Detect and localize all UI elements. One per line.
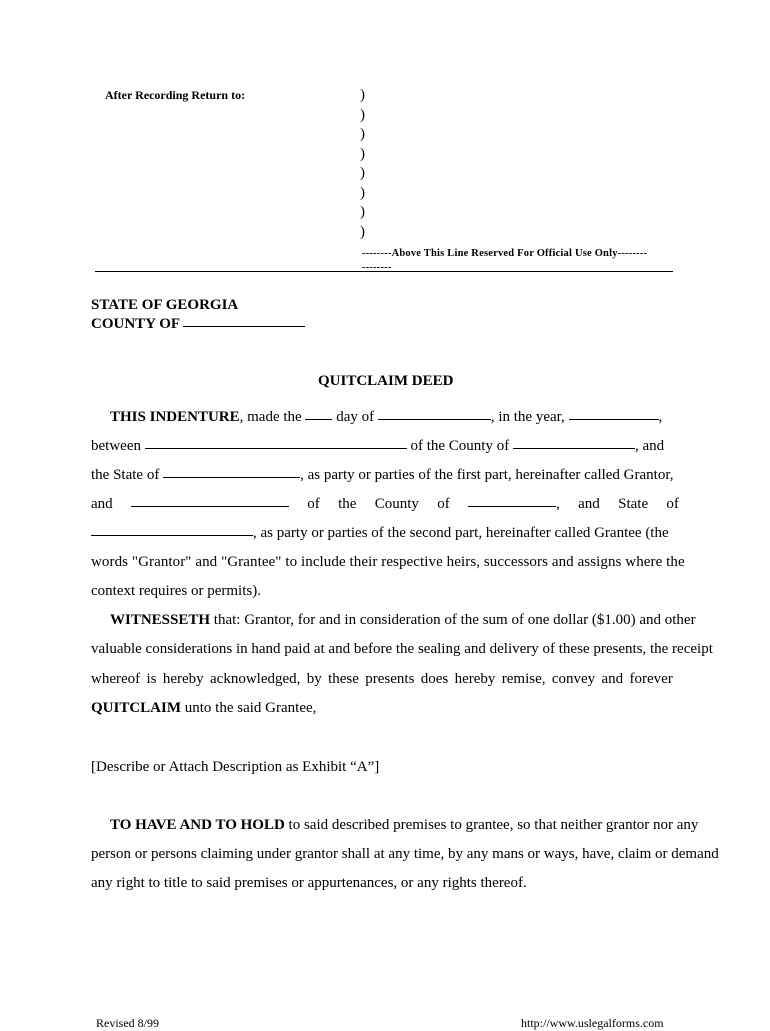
indenture-text: , as party or parties of the first part, hereinafter called Grantor, — [300, 467, 674, 483]
paren-mark: ) — [360, 87, 365, 103]
year-blank[interactable] — [569, 418, 659, 420]
indenture-line-2 — [91, 437, 664, 455]
indenture-line-5 — [91, 524, 669, 542]
revision-note: Revised 8/99 — [96, 1016, 159, 1030]
indenture-text: , — [556, 496, 560, 512]
habendum-line-1 — [110, 816, 698, 834]
witnesseth-text: that: Grantor, for and in consideration of the sum of one dollar ($1.00) and other — [210, 612, 696, 628]
indenture-text: between — [91, 438, 141, 454]
indenture-text: the State of — [91, 467, 160, 483]
witnesseth-line-1 — [110, 611, 696, 629]
indenture-text: County — [374, 496, 419, 512]
indenture-text: and — [578, 496, 600, 512]
indenture-text: of — [666, 496, 679, 512]
grantor-name-blank[interactable] — [145, 447, 407, 449]
paren-mark: ) — [360, 126, 365, 142]
quitclaim-word: QUITCLAIM — [91, 700, 182, 716]
witnesseth-line-3: whereof is hereby acknowledged, by these presents does hereby remise, convey and forever — [91, 671, 673, 687]
habendum-text: to said described premises to grantee, so that neither grantor nor any — [284, 817, 699, 833]
indenture-line-4 — [91, 495, 679, 513]
day-blank[interactable] — [305, 418, 332, 420]
indenture-text: of — [307, 496, 320, 512]
indenture-text: , in the year, — [490, 409, 565, 425]
indenture-text: of — [437, 496, 450, 512]
witnesseth-line-4 — [91, 699, 316, 717]
indenture-lead: THIS INDENTURE — [110, 409, 240, 425]
indenture-text: , as party or parties of the second part, hereinafter called Grantee (the — [253, 525, 669, 541]
indenture-text: and — [91, 496, 113, 512]
recording-paren-column — [360, 86, 365, 242]
habendum-line-2: person or persons claiming under grantor shall at any time, by any mans or ways, have, claim or demand — [91, 846, 719, 862]
source-url[interactable]: http://www.uslegalforms.com — [521, 1016, 664, 1030]
witnesseth-lead: WITNESSETH — [110, 612, 211, 628]
grantee-county-blank[interactable] — [468, 505, 556, 507]
grantee-state-blank[interactable] — [91, 534, 253, 536]
indenture-text: State — [618, 496, 649, 512]
grantor-county-blank[interactable] — [513, 447, 635, 449]
exhibit-instruction: [Describe or Attach Description as Exhibit “A”] — [91, 759, 380, 775]
paren-mark: ) — [360, 184, 365, 201]
indenture-text: the — [338, 496, 357, 512]
indenture-line-1 — [110, 408, 662, 426]
indenture-text: , — [658, 409, 663, 425]
state-heading: STATE OF GEORGIA — [91, 297, 239, 313]
indenture-text: of the County of — [410, 438, 510, 454]
county-blank[interactable] — [183, 325, 305, 327]
official-use-divider — [95, 271, 673, 272]
indenture-text: , and — [634, 438, 665, 454]
return-to-label: After Recording Return to: — [105, 88, 246, 102]
witnesseth-text: unto the said Grantee, — [181, 700, 317, 716]
paren-mark: ) — [360, 165, 365, 181]
paren-mark: ) — [360, 204, 365, 220]
habendum-line-3: any right to title to said premises or appurtenances, or any rights thereof. — [91, 875, 527, 891]
witnesseth-line-2: valuable considerations in hand paid at and before the sealing and delivery of these presents, the receipt — [91, 641, 713, 657]
reserved-notice: --------Above This Line Reserved For Official Use Only-------- — [362, 248, 648, 259]
paren-mark: ) — [360, 223, 365, 240]
indenture-line-7: context requires or permits). — [91, 583, 261, 599]
grantee-name-blank[interactable] — [131, 505, 289, 507]
indenture-text: , made the — [239, 409, 302, 425]
habendum-lead: TO HAVE AND TO HOLD — [110, 817, 285, 833]
month-blank[interactable] — [378, 418, 491, 420]
indenture-line-6: words "Grantor" and "Grantee" to include their respective heirs, successors and assigns where the — [91, 554, 685, 570]
county-label: COUNTY OF — [91, 316, 180, 332]
indenture-line-3 — [91, 466, 673, 484]
indenture-text: day of — [336, 409, 375, 425]
document-title: QUITCLAIM DEED — [318, 373, 454, 389]
county-heading — [91, 315, 305, 333]
reserved-notice-cont: -------- — [362, 262, 392, 273]
paren-mark: ) — [360, 106, 365, 123]
paren-mark: ) — [360, 145, 365, 162]
grantor-state-blank[interactable] — [163, 476, 300, 478]
